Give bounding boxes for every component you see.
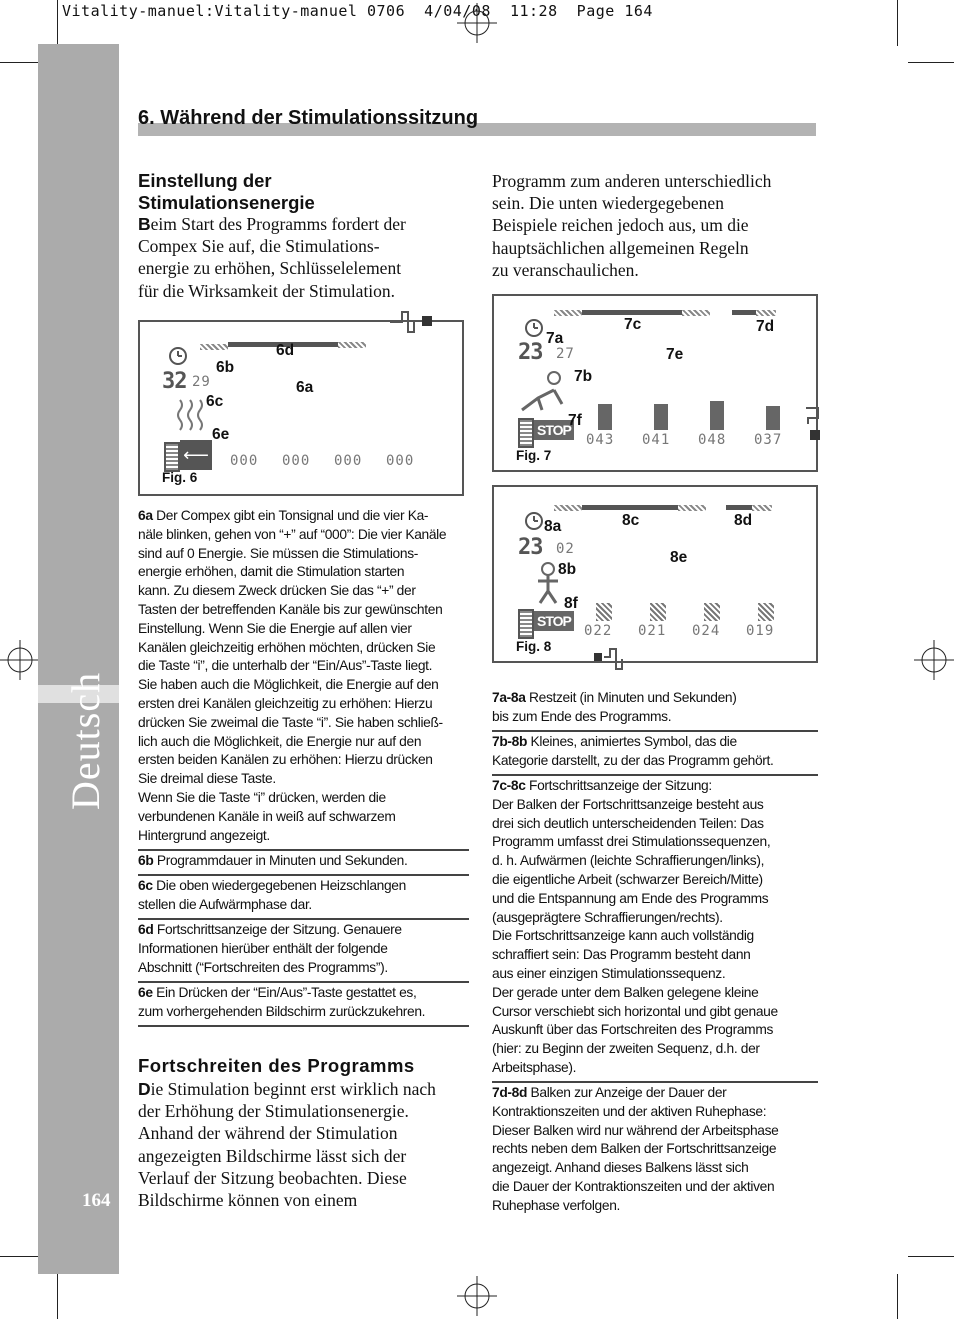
separator [138, 849, 469, 851]
callout-8d: 8d [734, 512, 753, 529]
clock-icon [524, 318, 546, 338]
channel-4-value: 019 [746, 623, 775, 639]
stop-icon: STOP [534, 611, 574, 631]
callout-6b: 6b [216, 359, 235, 376]
channel-2-value: 041 [642, 432, 671, 448]
note-7a-8a: 7a-8a Restzeit (in Minuten und Sekunden) bis zum Ende des Programms. [492, 690, 737, 724]
page-number: 164 [82, 1190, 111, 1211]
crop-mark [57, 0, 58, 46]
channel-3-value: 000 [334, 453, 363, 469]
registration-mark-icon [457, 3, 497, 43]
callout-7d: 7d [756, 318, 775, 335]
separator [138, 981, 469, 983]
callout-8e: 8e [670, 549, 688, 566]
section-title: 6. Während der Stimulationssitzung [138, 107, 479, 129]
progress-hatch-left [554, 505, 582, 511]
channel-1-bar [598, 404, 612, 430]
progress-hatch-right [682, 310, 710, 316]
crop-mark [57, 1274, 58, 1319]
connector-icon [806, 404, 830, 444]
note-6e: 6e Ein Drücken der “Ein/Aus”-Taste gestattet es, zum vorhergehenden Bildschirm zurückzukehren. [138, 985, 426, 1019]
right-intro-paragraph: Programm zum anderen unterschiedlich sein. Die unten wiedergegebenen Beispiele reichen jedoch aus, um die hauptsächlichen allgemeinen Regeln zu veranschaulichen. [492, 171, 772, 280]
contraction-bar [732, 310, 756, 315]
channel-4-hatch [758, 603, 774, 621]
separator [492, 774, 818, 776]
note-7b-8b: 7b-8b Kleines, animiertes Symbol, das die Kategorie darstellt, zu der das Programm gehört. [492, 734, 774, 768]
connector-icon [390, 310, 440, 334]
progress-hatch-left [554, 310, 582, 316]
intro-paragraph: Beim Start des Programms fordert der Compex Sie auf, die Stimulations- energie zu erhöhen, Schlüsselelement für die Wirksamkeit der Stimulation. [138, 214, 406, 301]
note-6c: 6c Die oben wiedergegebenen Heizschlangen stellen die Aufwärmphase dar. [138, 878, 406, 912]
callout-8f: 8f [564, 595, 578, 612]
channel-2-value: 021 [638, 623, 667, 639]
channel-1-value: 043 [586, 432, 615, 448]
drop-cap: D [138, 1079, 151, 1099]
crop-mark [908, 1256, 954, 1257]
crop-mark [897, 0, 898, 46]
clock-icon [168, 346, 190, 366]
language-label: Deutsch [63, 671, 108, 810]
callout-7a: 7a [546, 330, 564, 347]
callout-7c: 7c [624, 316, 642, 333]
battery-icon [164, 442, 180, 472]
callout-7b: 7b [574, 368, 593, 385]
progress-bar [582, 310, 682, 315]
registration-mark-icon [914, 640, 954, 680]
time-seconds: 02 [556, 541, 575, 557]
progress-bar [582, 505, 678, 510]
note-7d-8d: 7d-8d Balken zur Anzeige der Dauer der Kontraktionszeiten und der aktiven Ruhephase: Dieser Balken wird nur während der Arbeitsphase rechts neben dem Balken der Fortschrittsanzeige angezeigt. Anhand dieses Balkens lässt sich die Dauer der Kontraktionszeiten und der aktiven Ruhephase verfolgen. [492, 1085, 779, 1213]
note-6b: 6b Programmdauer in Minuten und Sekunden. [138, 853, 408, 868]
contraction-bar [726, 505, 752, 510]
contraction-hatch [756, 310, 776, 316]
callout-6c: 6c [206, 393, 224, 410]
battery-icon [518, 418, 534, 448]
callout-8b: 8b [558, 561, 577, 578]
separator [138, 874, 469, 876]
callout-6d: 6d [276, 342, 295, 359]
registration-mark-icon [0, 640, 40, 680]
registration-mark-icon [457, 1276, 497, 1316]
note-6d: 6d Fortschrittsanzeige der Sitzung. Genauere Informationen hierüber enthält der folgende Abschnitt (“Fortschreiten des Programms”). [138, 922, 402, 975]
callout-8a: 8a [544, 518, 562, 535]
clock-icon [524, 511, 546, 531]
callout-7f: 7f [568, 412, 582, 429]
separator [492, 730, 818, 732]
note-6a: 6a Der Compex gibt ein Tonsignal und die vier Ka- näle blinken, gehen von “+” auf “000”: Die vier Kanäle sind auf 0 Energie. Sie müssen die Stimulations- energie erhöhen, damit die Stimulation starten kann. Zu diesem Zweck drücken Sie das “+” der Tasten der betreffenden Kanäle bis zur gewünschten Einstellung. Wenn Sie die Energie auf allen vier Kanälen gleichzeitig erhöhen möchten, drücken Sie die Taste “i”, die unterhalb der “Ein/Aus”-Taste liegt. Sie haben auch die Möglichkeit, die Energie auf den ersten drei Kanälen gleichzeitig zu erhöhen: Hierzu drücken Sie zweimal die Taste “i”. Sie haben schließ- lich auch die Möglichkeit, die Energie nur auf den ersten beiden Kanälen zu erhöhen: Hierzu drücken Sie dreimal diese Taste. Wenn Sie die Taste “i” drücken, werden die verbundenen Kanäle in weiß auf schwarzem Hintergrund angezeigt. [138, 508, 447, 843]
channel-1-value: 000 [230, 453, 259, 469]
progress-hatch-right [678, 505, 706, 511]
progress-hatch-right [338, 342, 366, 348]
separator [138, 918, 469, 920]
channel-4-value: 000 [386, 453, 415, 469]
figure-8-lcd [492, 485, 818, 663]
channel-1-value: 022 [584, 623, 613, 639]
stop-icon: STOP [534, 420, 574, 440]
separator [492, 1081, 818, 1083]
heading-einstellung: Einstellung der Stimulationsenergie [138, 170, 315, 213]
figure-6-label: Fig. 6 [162, 470, 198, 485]
channel-3-bar [710, 401, 724, 430]
crop-mark [908, 62, 954, 63]
channel-3-hatch [704, 603, 720, 621]
callout-6e: 6e [212, 426, 230, 443]
battery-icon [518, 609, 534, 639]
figure-7-lcd [492, 294, 818, 472]
time-minutes: 23 [518, 535, 543, 560]
channel-2-value: 000 [282, 453, 311, 469]
callout-8c: 8c [622, 512, 640, 529]
athlete-icon [518, 370, 566, 416]
progress-hatch-left [200, 344, 228, 350]
callout-6a: 6a [296, 379, 314, 396]
channel-1-hatch [596, 603, 612, 621]
language-sidebar [38, 44, 119, 1274]
channel-4-value: 037 [754, 432, 783, 448]
channel-3-value: 024 [692, 623, 721, 639]
figure-7-label: Fig. 7 [516, 448, 552, 463]
time-minutes: 32 [162, 369, 187, 394]
back-arrow-icon: ⟵ [180, 440, 212, 470]
channel-4-bar [766, 406, 780, 430]
channel-2-hatch [650, 603, 666, 621]
figure-8-label: Fig. 8 [516, 639, 552, 654]
time-seconds: 27 [556, 346, 575, 362]
note-7c-8c: 7c-8c Fortschrittsanzeige der Sitzung: Der Balken der Fortschrittsanzeige besteht aus drei sich deutlich unterscheidenden Teilen: Das Programm umfasst drei Stimulationssequenzen, d. h. Aufwärmen (leichte Schraffierungen/links), die eigentliche Arbeit (schwarzer Bereich/Mitte) und die Entspannung am Ende des Programms (ausgeprägtere Schraffierungen/rechts). Die Fortschrittsanzeige kann auch vollständig schraffiert sein: Das Programm besteht dann aus einer einzigen Stimulationssequenz. Der gerade unter dem Balken gelegene kleine Cursor verschiebt sich horizontal und gibt genaue Auskunft über das Fortschreiten des Programms (hier: zu Beginn der zweiten Sequenz, d.h. der Arbeitsphase). [492, 778, 778, 1075]
contraction-hatch [752, 505, 772, 511]
channel-3-value: 048 [698, 432, 727, 448]
body-fortschreiten: Die Stimulation beginnt erst wirklich nach der Erhöhung der Stimulationsenergie. Anhand der während der Stimulation angezeigten Bildschirme lässt sich der Verlauf der Sitzung beobachten. Diese Bildschirme können von einem [138, 1079, 436, 1211]
connector-icon [590, 647, 630, 673]
print-header: Vitality-manuel:Vitality-manuel 0706 4/04/08 11:28 Page 164 [62, 2, 653, 20]
figure-6-lcd [138, 320, 464, 496]
callout-7e: 7e [666, 346, 684, 363]
time-seconds: 29 [192, 374, 211, 390]
heating-coils-icon [176, 398, 210, 432]
drop-cap: B [138, 214, 151, 234]
separator [138, 1025, 469, 1027]
crop-mark [897, 1274, 898, 1319]
heading-fortschreiten: Fortschreiten des Programms [138, 1055, 415, 1076]
time-minutes: 23 [518, 340, 543, 365]
channel-2-bar [654, 404, 668, 430]
